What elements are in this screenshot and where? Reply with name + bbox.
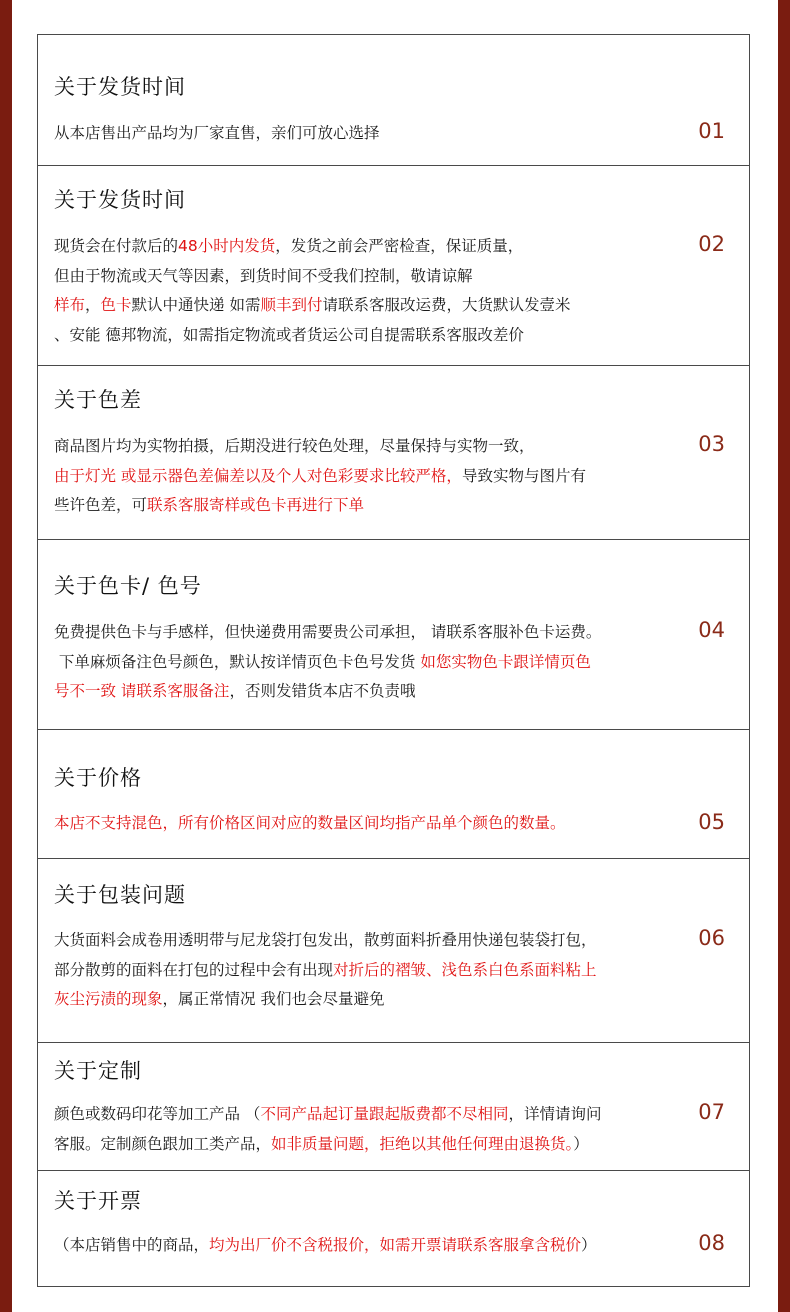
section-title: 关于定制 — [54, 1059, 142, 1083]
left-frame-border — [0, 0, 12, 1312]
body-text: ，详情请询问 — [508, 1105, 602, 1123]
highlight-text: 色卡 — [100, 296, 132, 314]
body-text: 、安能 德邦物流，如需指定物流或者货运公司自提需联系客服改差价 — [54, 325, 524, 344]
body-text: 免费提供色卡与手感样，但快递费用需要贵公司承担， 请联系客服补色卡运费。 — [54, 623, 602, 641]
notice-section — [37, 365, 750, 540]
body-line — [54, 321, 674, 351]
body-line — [54, 462, 674, 492]
body-text: 默认中通快递 如需 — [131, 296, 261, 314]
highlight-text: 灰尘污渍的现象 — [54, 990, 163, 1008]
section-title: 关于色卡/ 色号 — [54, 574, 202, 598]
highlight-text: 如您实物色卡跟详情页色 — [420, 652, 591, 671]
body-text: 些许色差，可 — [54, 496, 148, 514]
section-title: 关于发货时间 — [54, 75, 186, 99]
body-text: 大货面料会成卷用透明带与尼龙袋打包发出，散剪面料折叠用快递包装袋打包， — [54, 931, 597, 949]
body-line — [54, 648, 674, 678]
section-body — [54, 432, 674, 521]
highlight-text: 号不一致 请联系客服备注 — [54, 682, 230, 700]
notice-section — [37, 1170, 750, 1287]
highlight-text: 顺丰到付 — [260, 296, 323, 314]
notice-section — [37, 165, 750, 366]
highlight-text: 均为出厂价不含税报价，如需开票请联系客服拿含税价 — [209, 1236, 582, 1254]
body-line — [54, 618, 674, 648]
highlight-text: 由于灯光 或显示器色差偏差以及个人对色彩要求比较严格， — [54, 466, 462, 485]
section-number: 03 — [698, 432, 725, 456]
body-text: ，属正常情况 我们也会尽量避免 — [162, 990, 385, 1008]
highlight-text: 本店不支持混色，所有价格区间对应的数量区间均指产品单个颜色的数量。 — [54, 814, 566, 832]
section-title: 关于开票 — [54, 1189, 142, 1213]
body-line — [54, 1231, 674, 1261]
body-line — [54, 232, 674, 262]
section-number: 07 — [698, 1100, 725, 1124]
notice-section — [37, 539, 750, 730]
section-body — [54, 926, 674, 1015]
body-text: 商品图片均为实物拍摄，后期没进行较色处理，尽量保持与实物一致， — [54, 437, 535, 455]
section-body — [54, 809, 674, 839]
body-text: ） — [581, 1236, 597, 1254]
body-text: 从本店售出产品均为厂家直售，亲们可放心选择 — [54, 124, 380, 142]
body-text: 现货会在付款后的 — [54, 237, 179, 255]
section-body — [54, 1231, 674, 1261]
notice-section — [37, 729, 750, 859]
highlight-text: 48小时内发货 — [178, 237, 276, 255]
highlight-text: 联系客服寄样或色卡再进行下单 — [147, 496, 365, 514]
body-line — [54, 491, 674, 521]
body-text: ，发货之前会严密检查，保证质量， — [275, 237, 524, 255]
section-number: 05 — [698, 810, 725, 834]
notice-section — [37, 858, 750, 1043]
section-number: 06 — [698, 926, 725, 950]
body-line — [54, 926, 674, 956]
notice-section — [37, 1042, 750, 1171]
body-line — [54, 262, 674, 292]
body-text: 颜色或数码印花等加工产品 （ — [54, 1105, 261, 1123]
section-body — [54, 1100, 674, 1159]
section-title: 关于色差 — [54, 388, 142, 412]
body-line — [54, 956, 674, 986]
highlight-text: 样布 — [54, 296, 86, 314]
body-text: （本店销售中的商品， — [54, 1236, 210, 1254]
body-text: 导致实物与图片有 — [461, 466, 586, 485]
highlight-text: 对折后的褶皱、浅色系白色系面料粘上 — [333, 960, 597, 979]
body-text: ， — [85, 296, 101, 314]
right-frame-border — [778, 0, 790, 1312]
body-line — [54, 432, 674, 462]
section-number: 01 — [698, 119, 725, 143]
body-line — [54, 677, 674, 707]
body-line — [54, 1100, 674, 1130]
highlight-text: 如非质量问题，拒绝以其他任何理由退换货。 — [271, 1134, 574, 1153]
section-title: 关于包装问题 — [54, 883, 186, 907]
section-number: 08 — [698, 1231, 725, 1255]
section-title: 关于价格 — [54, 766, 142, 790]
section-number: 02 — [698, 232, 725, 256]
body-line — [54, 985, 674, 1015]
body-text: 但由于物流或天气等因素，到货时间不受我们控制，敬请谅解 — [54, 266, 473, 285]
body-text: 部分散剪的面料在打包的过程中会有出现 — [54, 960, 334, 979]
body-text: 客服。定制颜色跟加工类产品， — [54, 1134, 272, 1153]
body-line — [54, 291, 674, 321]
section-body — [54, 119, 674, 149]
section-number: 04 — [698, 618, 725, 642]
body-text: 请联系客服改运费，大货默认发壹米 — [322, 296, 571, 314]
body-line — [54, 1130, 674, 1160]
body-text: 下单麻烦备注色号颜色，默认按详情页色卡色号发货 — [54, 652, 421, 671]
section-body — [54, 232, 674, 350]
section-body — [54, 618, 674, 707]
body-text: ） — [573, 1134, 589, 1153]
section-title: 关于发货时间 — [54, 188, 186, 212]
body-line — [54, 119, 674, 149]
highlight-text: 不同产品起订量跟起版费都不尽相同 — [260, 1105, 509, 1123]
body-line — [54, 809, 674, 839]
notice-section — [37, 34, 750, 166]
body-text: ，否则发错货本店不负责哦 — [229, 682, 416, 700]
